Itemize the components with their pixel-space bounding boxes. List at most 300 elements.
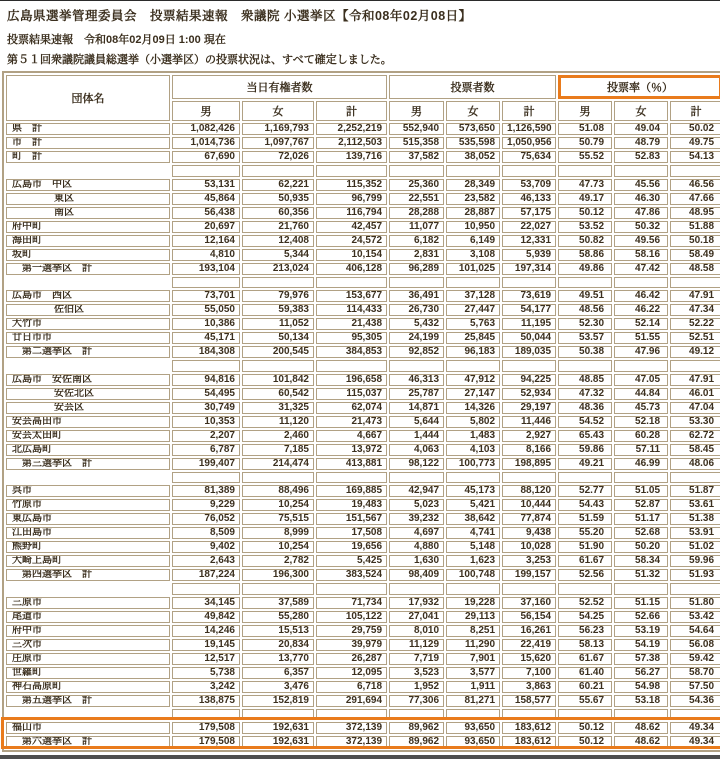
- table-row: [6, 416, 720, 428]
- value-cell: 372,139: [316, 736, 387, 748]
- value-cell: 52.14: [614, 318, 668, 330]
- sub-col-header: 女: [614, 101, 668, 121]
- value-cell: 11,052: [242, 318, 314, 330]
- value-cell: 54.64: [670, 625, 720, 637]
- district-label: 第六選挙区 計: [6, 736, 170, 748]
- table-row: [6, 290, 720, 302]
- value-cell: 54.52: [558, 416, 612, 428]
- value-cell: 59.96: [670, 555, 720, 567]
- value-cell: 5,763: [446, 318, 500, 330]
- value-cell: 51.05: [614, 485, 668, 497]
- spacer-row: [6, 277, 720, 289]
- value-cell: 55.20: [558, 527, 612, 539]
- value-cell: 383,524: [316, 569, 387, 581]
- value-cell: 50.02: [670, 123, 720, 135]
- value-cell: 56,154: [502, 611, 556, 623]
- value-cell: [389, 360, 444, 372]
- district-label: 県 計: [6, 123, 170, 135]
- table-row: [6, 304, 720, 316]
- value-cell: 56.27: [614, 667, 668, 679]
- district-label: 三原市: [6, 597, 170, 609]
- table-row: [6, 667, 720, 679]
- value-cell: 62,221: [242, 179, 314, 191]
- spacer-row: [6, 360, 720, 372]
- value-cell: 73,701: [172, 290, 240, 302]
- value-cell: 27,447: [446, 304, 500, 316]
- value-cell: 62.72: [670, 430, 720, 442]
- value-cell: 9,438: [502, 527, 556, 539]
- value-cell: [446, 709, 500, 721]
- spacer-row: [6, 583, 720, 595]
- value-cell: 10,028: [502, 541, 556, 553]
- district-label: [6, 583, 170, 595]
- report-status-line: 第５１回衆議院議員総選挙（小選挙区）の投票状況は、すべて確定しました。: [7, 54, 392, 66]
- value-cell: 77,874: [502, 513, 556, 525]
- value-cell: [316, 709, 387, 721]
- value-cell: 71,734: [316, 597, 387, 609]
- value-cell: 48.06: [670, 458, 720, 470]
- value-cell: 2,782: [242, 555, 314, 567]
- table-row: [6, 193, 720, 205]
- value-cell: 48.62: [614, 736, 668, 748]
- value-cell: 4,103: [446, 444, 500, 456]
- value-cell: 179,508: [172, 736, 240, 748]
- value-cell: [389, 583, 444, 595]
- table-row: [6, 249, 720, 261]
- value-cell: 60,356: [242, 207, 314, 219]
- value-cell: 3,863: [502, 681, 556, 693]
- subtotal-row: [6, 263, 720, 275]
- value-cell: 20,697: [172, 221, 240, 233]
- value-cell: 57.38: [614, 653, 668, 665]
- district-label: 坂町: [6, 249, 170, 261]
- value-cell: 2,831: [389, 249, 444, 261]
- value-cell: 50,935: [242, 193, 314, 205]
- value-cell: 6,357: [242, 667, 314, 679]
- district-label: 東広島市: [6, 513, 170, 525]
- value-cell: 44.84: [614, 388, 668, 400]
- value-cell: 61.67: [558, 653, 612, 665]
- value-cell: 184,308: [172, 346, 240, 358]
- value-cell: 92,852: [389, 346, 444, 358]
- value-cell: 413,881: [316, 458, 387, 470]
- district-label: 安芸区: [6, 402, 170, 414]
- district-label: 北広島町: [6, 444, 170, 456]
- value-cell: 58.70: [670, 667, 720, 679]
- district-label: 世羅町: [6, 667, 170, 679]
- value-cell: 52.51: [670, 332, 720, 344]
- value-cell: 19,145: [172, 639, 240, 651]
- value-cell: 52.52: [558, 597, 612, 609]
- value-cell: 53.91: [670, 527, 720, 539]
- value-cell: 10,254: [242, 541, 314, 553]
- value-cell: 59.42: [670, 653, 720, 665]
- value-cell: 58.86: [558, 249, 612, 261]
- value-cell: 51.59: [558, 513, 612, 525]
- value-cell: [446, 277, 500, 289]
- value-cell: 45,864: [172, 193, 240, 205]
- value-cell: 1,126,590: [502, 123, 556, 135]
- table-row: [6, 388, 720, 400]
- value-cell: [446, 360, 500, 372]
- table-row: [6, 611, 720, 623]
- value-cell: [172, 472, 240, 484]
- value-cell: [502, 472, 556, 484]
- value-cell: 47.32: [558, 388, 612, 400]
- value-cell: [316, 472, 387, 484]
- value-cell: 213,024: [242, 263, 314, 275]
- value-cell: 535,598: [446, 137, 500, 149]
- district-label: 竹原市: [6, 499, 170, 511]
- value-cell: [389, 472, 444, 484]
- value-cell: 14,326: [446, 402, 500, 414]
- value-cell: 2,252,219: [316, 123, 387, 135]
- district-label: 大崎上島町: [6, 555, 170, 567]
- district-label: 廿日市市: [6, 332, 170, 344]
- value-cell: [670, 277, 720, 289]
- value-cell: 53.57: [558, 332, 612, 344]
- value-cell: 38,052: [446, 151, 500, 163]
- value-cell: 21,438: [316, 318, 387, 330]
- value-cell: 11,077: [389, 221, 444, 233]
- table-row: [6, 374, 720, 386]
- value-cell: 29,759: [316, 625, 387, 637]
- value-cell: 101,025: [446, 263, 500, 275]
- value-cell: 37,582: [389, 151, 444, 163]
- value-cell: [446, 165, 500, 177]
- value-cell: 199,407: [172, 458, 240, 470]
- value-cell: 47.96: [614, 346, 668, 358]
- value-cell: 42,457: [316, 221, 387, 233]
- col-header-turnout-rate: 投票率（％）: [558, 75, 720, 99]
- value-cell: 12,164: [172, 235, 240, 247]
- value-cell: 53,709: [502, 179, 556, 191]
- value-cell: 27,147: [446, 388, 500, 400]
- value-cell: 54.25: [558, 611, 612, 623]
- value-cell: 48.58: [670, 263, 720, 275]
- value-cell: 22,419: [502, 639, 556, 651]
- value-cell: [670, 360, 720, 372]
- value-cell: 1,169,793: [242, 123, 314, 135]
- value-cell: 54.43: [558, 499, 612, 511]
- district-label: 第一選挙区 計: [6, 263, 170, 275]
- value-cell: 57.50: [670, 681, 720, 693]
- district-label: 大竹市: [6, 318, 170, 330]
- value-cell: 4,063: [389, 444, 444, 456]
- value-cell: 36,491: [389, 290, 444, 302]
- value-cell: 88,120: [502, 485, 556, 497]
- district-label: [6, 472, 170, 484]
- bottom-border-line: [0, 755, 720, 759]
- value-cell: 96,183: [446, 346, 500, 358]
- value-cell: 89,962: [389, 722, 444, 734]
- value-cell: 62,074: [316, 402, 387, 414]
- value-cell: 1,630: [389, 555, 444, 567]
- district-label: 第五選挙区 計: [6, 695, 170, 707]
- value-cell: 4,741: [446, 527, 500, 539]
- value-cell: 54,177: [502, 304, 556, 316]
- value-cell: [502, 709, 556, 721]
- report-title: 広島県選挙管理委員会 投票結果速報 衆議院 小選挙区【令和08年02月08日】: [7, 9, 472, 23]
- value-cell: 8,251: [446, 625, 500, 637]
- value-cell: 53.61: [670, 499, 720, 511]
- value-cell: [172, 583, 240, 595]
- value-cell: 5,939: [502, 249, 556, 261]
- value-cell: 75,634: [502, 151, 556, 163]
- district-label: 広島市 中区: [6, 179, 170, 191]
- value-cell: 7,901: [446, 653, 500, 665]
- value-cell: 47.66: [670, 193, 720, 205]
- district-label: 第三選挙区 計: [6, 458, 170, 470]
- value-cell: 54.13: [670, 151, 720, 163]
- value-cell: 57.11: [614, 444, 668, 456]
- district-label: 府中市: [6, 625, 170, 637]
- results-table-wrap: [2, 71, 718, 752]
- value-cell: 42,947: [389, 485, 444, 497]
- value-cell: 52.87: [614, 499, 668, 511]
- spacer-row: [6, 165, 720, 177]
- value-cell: 58.45: [670, 444, 720, 456]
- value-cell: 46,313: [389, 374, 444, 386]
- table-row: [6, 653, 720, 665]
- value-cell: 3,242: [172, 681, 240, 693]
- value-cell: [614, 165, 668, 177]
- value-cell: 46.22: [614, 304, 668, 316]
- value-cell: 21,760: [242, 221, 314, 233]
- value-cell: 48.95: [670, 207, 720, 219]
- value-cell: 49.51: [558, 290, 612, 302]
- value-cell: 1,014,736: [172, 137, 240, 149]
- sub-col-header: 男: [558, 101, 612, 121]
- value-cell: 5,421: [446, 499, 500, 511]
- value-cell: 47.42: [614, 263, 668, 275]
- value-cell: 72,026: [242, 151, 314, 163]
- value-cell: 29,113: [446, 611, 500, 623]
- value-cell: 384,853: [316, 346, 387, 358]
- value-cell: 60.28: [614, 430, 668, 442]
- value-cell: 197,314: [502, 263, 556, 275]
- value-cell: 189,035: [502, 346, 556, 358]
- value-cell: 34,145: [172, 597, 240, 609]
- value-cell: 50.20: [614, 541, 668, 553]
- value-cell: [502, 360, 556, 372]
- district-label: 安佐北区: [6, 388, 170, 400]
- value-cell: 37,589: [242, 597, 314, 609]
- value-cell: 5,802: [446, 416, 500, 428]
- value-cell: 116,794: [316, 207, 387, 219]
- report-header: [0, 1, 720, 67]
- value-cell: 94,225: [502, 374, 556, 386]
- value-cell: [316, 165, 387, 177]
- value-cell: 19,656: [316, 541, 387, 553]
- col-header-group-name: 団体名: [6, 75, 170, 121]
- value-cell: 52.77: [558, 485, 612, 497]
- value-cell: 75,515: [242, 513, 314, 525]
- district-label: 広島市 西区: [6, 290, 170, 302]
- value-cell: 1,097,767: [242, 137, 314, 149]
- value-cell: 22,027: [502, 221, 556, 233]
- sub-col-header: 女: [446, 101, 500, 121]
- value-cell: [670, 472, 720, 484]
- value-cell: 28,887: [446, 207, 500, 219]
- subtotal-row: [6, 695, 720, 707]
- value-cell: 53.30: [670, 416, 720, 428]
- value-cell: 81,389: [172, 485, 240, 497]
- value-cell: 11,129: [389, 639, 444, 651]
- value-cell: 12,331: [502, 235, 556, 247]
- value-cell: 5,644: [389, 416, 444, 428]
- value-cell: 6,718: [316, 681, 387, 693]
- value-cell: 6,787: [172, 444, 240, 456]
- value-cell: 59,383: [242, 304, 314, 316]
- value-cell: 55.52: [558, 151, 612, 163]
- value-cell: [316, 360, 387, 372]
- district-label: 南区: [6, 207, 170, 219]
- value-cell: 12,517: [172, 653, 240, 665]
- value-cell: [614, 277, 668, 289]
- sub-col-header: 計: [502, 101, 556, 121]
- value-cell: [558, 165, 612, 177]
- table-row: [6, 639, 720, 651]
- value-cell: 29,197: [502, 402, 556, 414]
- value-cell: [242, 360, 314, 372]
- district-label: 海田町: [6, 235, 170, 247]
- value-cell: 45.73: [614, 402, 668, 414]
- value-cell: 151,567: [316, 513, 387, 525]
- district-label: [6, 709, 170, 721]
- value-cell: 50.38: [558, 346, 612, 358]
- value-cell: 49.75: [670, 137, 720, 149]
- district-label: 府中町: [6, 221, 170, 233]
- value-cell: 10,254: [242, 499, 314, 511]
- value-cell: [558, 277, 612, 289]
- value-cell: 1,623: [446, 555, 500, 567]
- value-cell: 11,446: [502, 416, 556, 428]
- sub-col-header: 女: [242, 101, 314, 121]
- district-label: [6, 165, 170, 177]
- value-cell: 1,952: [389, 681, 444, 693]
- col-header-eligible-voters: 当日有権者数: [172, 75, 387, 99]
- value-cell: 6,182: [389, 235, 444, 247]
- value-cell: 98,122: [389, 458, 444, 470]
- district-label: 福山市: [6, 722, 170, 734]
- district-label: 安芸太田町: [6, 430, 170, 442]
- district-label: 第四選挙区 計: [6, 569, 170, 581]
- district-label: 庄原市: [6, 653, 170, 665]
- value-cell: 573,650: [446, 123, 500, 135]
- value-cell: [389, 277, 444, 289]
- value-cell: 37,160: [502, 597, 556, 609]
- value-cell: 158,577: [502, 695, 556, 707]
- value-cell: 61.67: [558, 555, 612, 567]
- value-cell: 53.42: [670, 611, 720, 623]
- value-cell: 10,154: [316, 249, 387, 261]
- sub-col-header: 男: [172, 101, 240, 121]
- value-cell: 95,305: [316, 332, 387, 344]
- value-cell: 19,483: [316, 499, 387, 511]
- value-cell: 52.68: [614, 527, 668, 539]
- value-cell: 11,195: [502, 318, 556, 330]
- value-cell: [614, 583, 668, 595]
- value-cell: 169,885: [316, 485, 387, 497]
- value-cell: 7,185: [242, 444, 314, 456]
- value-cell: 19,228: [446, 597, 500, 609]
- value-cell: 52.83: [614, 151, 668, 163]
- value-cell: 61.40: [558, 667, 612, 679]
- district-label: 熊野町: [6, 541, 170, 553]
- sub-col-header: 計: [670, 101, 720, 121]
- value-cell: 199,157: [502, 569, 556, 581]
- value-cell: 2,207: [172, 430, 240, 442]
- value-cell: 100,773: [446, 458, 500, 470]
- value-cell: [172, 165, 240, 177]
- value-cell: 25,845: [446, 332, 500, 344]
- value-cell: 9,402: [172, 541, 240, 553]
- value-cell: 49.12: [670, 346, 720, 358]
- value-cell: 52.18: [614, 416, 668, 428]
- value-cell: 54.19: [614, 639, 668, 651]
- value-cell: [446, 583, 500, 595]
- value-cell: 28,349: [446, 179, 500, 191]
- district-label: 佐伯区: [6, 304, 170, 316]
- value-cell: 60.21: [558, 681, 612, 693]
- value-cell: 57,175: [502, 207, 556, 219]
- value-cell: [614, 360, 668, 372]
- district-label: 安芸高田市: [6, 416, 170, 428]
- value-cell: 7,719: [389, 653, 444, 665]
- table-row: [6, 444, 720, 456]
- value-cell: 26,730: [389, 304, 444, 316]
- district-label: 市 計: [6, 137, 170, 149]
- value-cell: 10,353: [172, 416, 240, 428]
- value-cell: 96,289: [389, 263, 444, 275]
- value-cell: 49,842: [172, 611, 240, 623]
- value-cell: 48.85: [558, 374, 612, 386]
- table-row: [6, 318, 720, 330]
- value-cell: [242, 165, 314, 177]
- table-row: [6, 485, 720, 497]
- value-cell: 60,542: [242, 388, 314, 400]
- value-cell: 93,650: [446, 722, 500, 734]
- value-cell: 10,444: [502, 499, 556, 511]
- table-row: [6, 527, 720, 539]
- value-cell: [558, 360, 612, 372]
- value-cell: 4,667: [316, 430, 387, 442]
- value-cell: [172, 277, 240, 289]
- value-cell: 4,880: [389, 541, 444, 553]
- value-cell: 50.12: [558, 736, 612, 748]
- value-cell: 13,770: [242, 653, 314, 665]
- value-cell: 24,572: [316, 235, 387, 247]
- value-cell: 96,799: [316, 193, 387, 205]
- value-cell: 52.22: [670, 318, 720, 330]
- value-cell: 50.32: [614, 221, 668, 233]
- value-cell: 139,716: [316, 151, 387, 163]
- table-row: [6, 430, 720, 442]
- value-cell: 552,940: [389, 123, 444, 135]
- district-label: [6, 360, 170, 372]
- value-cell: [502, 583, 556, 595]
- district-label: 東区: [6, 193, 170, 205]
- value-cell: 50.12: [558, 722, 612, 734]
- value-cell: 49.04: [614, 123, 668, 135]
- value-cell: 152,819: [242, 695, 314, 707]
- value-cell: 515,358: [389, 137, 444, 149]
- value-cell: 49.21: [558, 458, 612, 470]
- value-cell: 48.62: [614, 722, 668, 734]
- value-cell: [670, 709, 720, 721]
- value-cell: [614, 472, 668, 484]
